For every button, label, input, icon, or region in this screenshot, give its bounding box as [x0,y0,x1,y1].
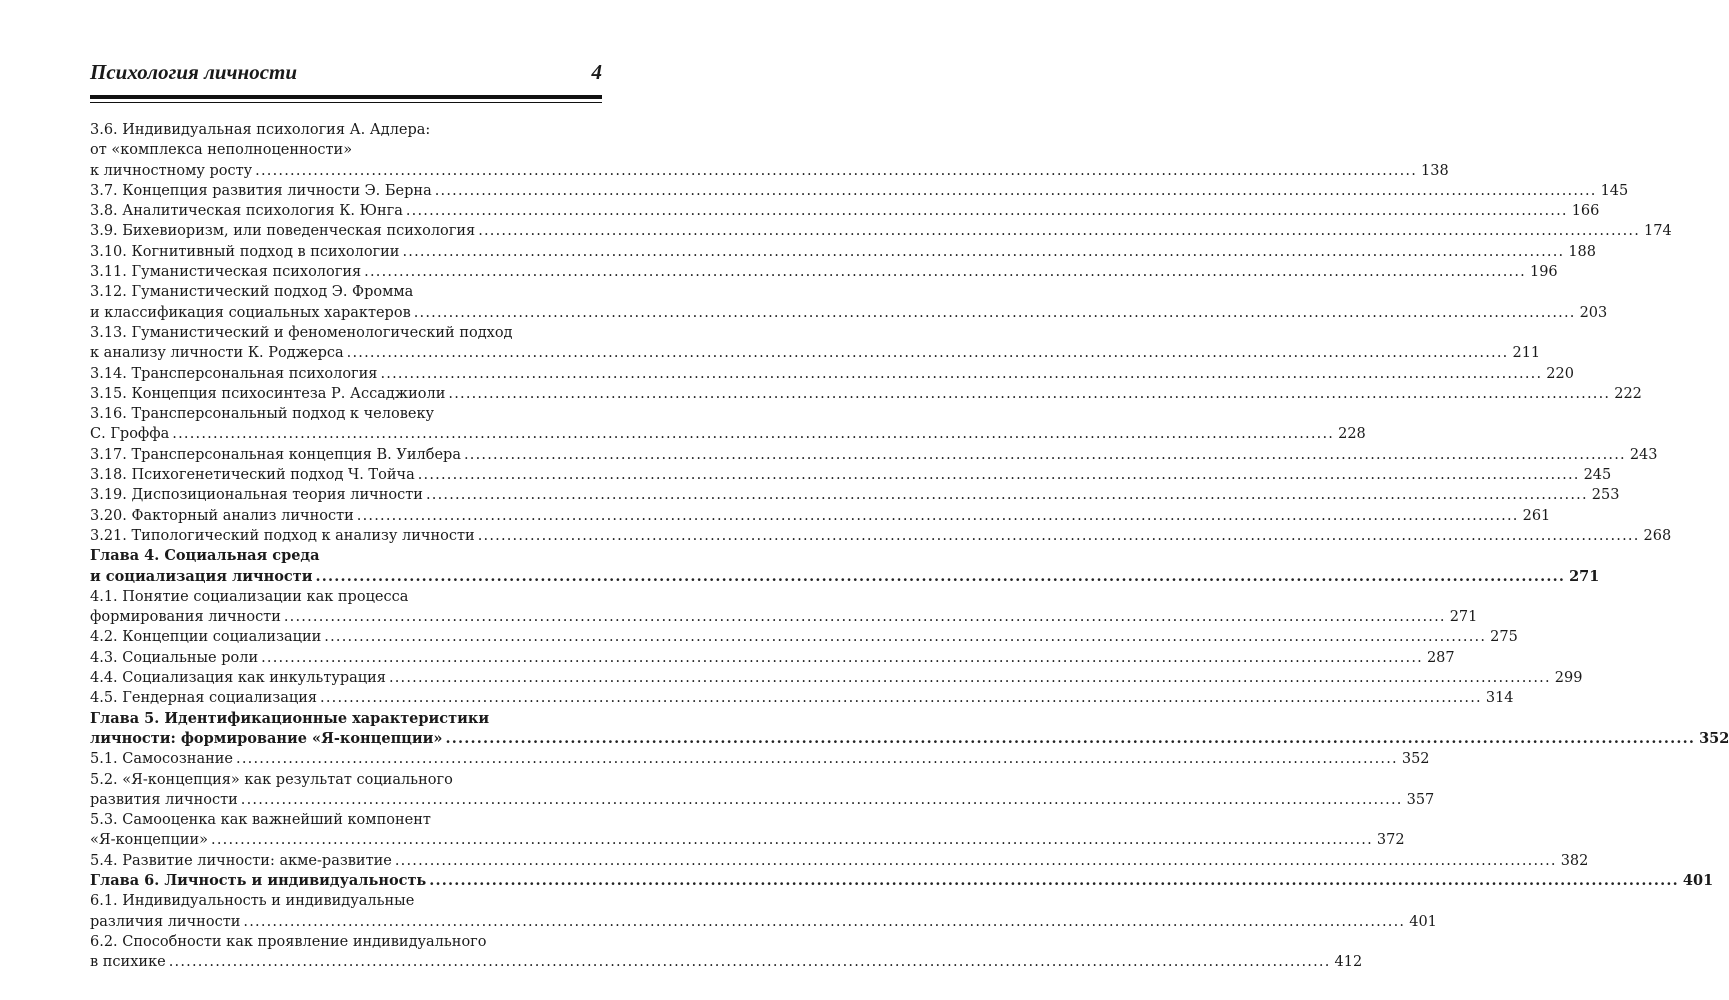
toc-text: «Я-концепции» [90,832,209,849]
toc-text: 3.17. Трансперсональная концепция В. Уилбера [90,446,461,463]
toc-page-number: 352 [1401,751,1430,768]
toc-page-number: 243 [1629,446,1658,463]
leader-dots: ........................................................................................................................................................................................................ [388,670,1551,687]
toc-text: 5.3. Самооценка как важнейший компонент [90,812,431,829]
leader-dots: ........................................................................................................................................................................................................ [477,527,1640,544]
toc-entry-line [90,932,602,952]
leader-dots: ........................................................................................................................................................................................................ [261,649,1423,666]
toc-page-number: 261 [1522,507,1551,524]
toc-text: 3.11. Гуманистическая психология [90,264,362,281]
leader-dots: ........................................................................................................................................................................................................ [478,223,1641,240]
toc-text: С. Гроффа [90,426,170,443]
toc-page-number: 352 [1699,729,1729,747]
leader-dots: ........................................................................................................................................................................................................ [315,567,1566,585]
toc-text: 4.3. Социальные роли [90,649,259,666]
table-of-contents [90,120,1729,972]
leader-dots: ........................................................................................................................................................................................................ [320,690,1482,707]
leader-dots: ........................................................................................................................................................................................................ [445,729,1696,747]
leader-dots: ........................................................................................................................................................................................................ [448,385,1611,402]
leader-dots: ........................................................................................................................................................................................................ [211,832,1373,849]
toc-page-number: 188 [1568,243,1596,260]
leader-dots: ........................................................................................................................................................................................................ [417,467,1580,484]
leader-dots: ........................................................................................................................................................................................................ [463,446,1626,463]
toc-page-number: 253 [1591,487,1620,504]
toc-text: 6.1. Индивидуальность и индивидуальные [90,893,415,910]
book-title: Психология личности [90,60,298,84]
toc-page-number: 166 [1571,203,1600,220]
toc-entry-line [90,627,1518,647]
toc-entry-line [90,465,1612,485]
toc-text: Глава 6. Личность и индивидуальность [90,871,427,889]
leader-dots: ........................................................................................................................................................................................................ [283,609,1446,626]
toc-page-number: 372 [1376,832,1405,849]
toc-entry-line [90,181,1629,201]
toc-text: 5.2. «Я-концепция» как результат социального [90,771,453,788]
toc-text: 5.4. Развитие личности: акме-развитие [90,852,392,869]
toc-page-number: 222 [1614,385,1642,402]
toc-text: 3.20. Факторный анализ личности [90,507,354,524]
toc-page-number: 138 [1421,162,1449,179]
page-number: 4 [591,60,602,84]
leader-dots: ........................................................................................................................................................................................................ [356,507,1519,524]
toc-entry-line [90,526,1672,546]
toc-page-number: 271 [1449,609,1478,626]
toc-entry-line [90,668,1583,688]
toc-text: 3.15. Концепция психосинтеза Р. Ассаджиоли [90,385,446,402]
toc-text: к анализу личности К. Роджерса [90,345,344,362]
toc-text: 3.16. Трансперсональный подход к человеку [90,406,435,423]
header-rule-thin [90,102,602,103]
toc-entry-line [90,120,602,140]
toc-page-number: 271 [1569,567,1600,585]
toc-text: и социализация личности [90,567,313,585]
toc-entry-line [90,404,602,424]
toc-entry-line [90,607,1478,627]
leader-dots: ........................................................................................................................................................................................................ [364,264,1526,281]
leader-dots: ........................................................................................................................................................................................................ [172,426,1335,443]
toc-text: 3.19. Диспозициональная теория личности [90,487,423,504]
toc-page-number: 196 [1529,264,1558,281]
toc-entry-line [90,161,1449,181]
toc-text: различия личности [90,913,241,930]
toc-entry-line [90,221,1672,241]
toc-text: 3.6. Индивидуальная психология А. Адлера: [90,122,431,138]
toc-chapter-line [90,871,1714,891]
toc-entry-line [90,201,1600,221]
toc-text: формирования личности [90,609,281,626]
toc-entry-line [90,242,1596,262]
toc-entry-line [90,445,1658,465]
toc-text: 3.9. Бихевиоризм, или поведенческая психология [90,223,476,240]
toc-text: 3.14. Трансперсональная психология [90,365,378,382]
leader-dots: ........................................................................................................................................................................................................ [380,365,1543,382]
toc-text: 3.7. Концепция развития личности Э. Берна [90,182,432,199]
toc-entry-line [90,262,1558,282]
toc-page-number: 287 [1426,649,1455,666]
toc-page-number: 382 [1560,852,1589,869]
toc-entry-line [90,384,1642,404]
toc-chapter-line [90,729,1729,749]
toc-text: 3.12. Гуманистический подход Э. Фромма [90,284,414,301]
toc-text: 4.4. Социализация как инкультурация [90,670,386,687]
leader-dots: ........................................................................................................................................................................................................ [429,871,1679,889]
toc-text: в психике [90,954,166,971]
leader-dots: ........................................................................................................................................................................................................ [236,751,1398,768]
leader-dots: ........................................................................................................................................................................................................ [434,182,1597,199]
leader-dots: ........................................................................................................................................................................................................ [255,162,1417,179]
toc-entry-line [90,506,1551,526]
toc-text: Глава 5. Идентификационные характеристики [90,709,490,727]
toc-entry-line [90,688,1514,708]
toc-entry-line [90,282,602,302]
toc-chapter-line [90,709,602,729]
toc-entry-line [90,323,602,343]
toc-text: 4.1. Понятие социализации как процесса [90,588,409,605]
toc-entry-line [90,303,1608,323]
toc-chapter-line [90,567,1600,587]
toc-entry-line [90,749,1430,769]
leader-dots: ........................................................................................................................................................................................................ [394,852,1557,869]
toc-entry-line [90,140,602,160]
toc-entry-line [90,648,1455,668]
toc-page-number: 314 [1485,690,1514,707]
toc-text: Глава 4. Социальная среда [90,547,320,565]
toc-text: от «комплекса неполноценности» [90,142,353,159]
toc-entry-line [90,952,1363,972]
toc-entry-line [90,587,602,607]
toc-text: 4.5. Гендерная социализация [90,690,318,707]
toc-text: 4.2. Концепции социализации [90,629,322,646]
leader-dots: ........................................................................................................................................................................................................ [402,243,1565,260]
toc-entry-line [90,343,1541,363]
toc-text: к личностному росту [90,162,253,179]
toc-chapter-line [90,546,602,566]
toc-entry-line [90,485,1620,505]
leader-dots: ........................................................................................................................................................................................................ [324,629,1487,646]
toc-text: 3.8. Аналитическая психология К. Юнга [90,203,403,220]
leader-dots: ........................................................................................................................................................................................................ [413,304,1576,321]
toc-entry-line [90,810,602,830]
toc-entry-line [90,912,1437,932]
toc-text: 3.13. Гуманистический и феноменологический подход [90,324,513,341]
toc-entry-line [90,851,1589,871]
leader-dots: ........................................................................................................................................................................................................ [168,954,1331,971]
toc-entry-line [90,830,1405,850]
toc-entry-line [90,770,602,790]
leader-dots: ........................................................................................................................................................................................................ [240,791,1403,808]
running-header [90,60,602,90]
toc-text: 6.2. Способности как проявление индивидуального [90,933,487,950]
leader-dots: ........................................................................................................................................................................................................ [425,487,1588,504]
leader-dots: ........................................................................................................................................................................................................ [243,913,1406,930]
toc-page-number: 245 [1583,467,1612,484]
toc-page-number: 268 [1643,527,1672,544]
toc-text: 3.21. Типологический подход к анализу личности [90,527,475,544]
toc-page-number: 401 [1682,871,1714,889]
toc-text: 3.10. Когнитивный подход в психологии [90,243,400,260]
toc-entry-line [90,364,1574,384]
toc-text: личности: формирование «Я-концепции» [90,729,443,747]
toc-entry-line [90,424,1366,444]
toc-text: 3.18. Психогенетический подход Ч. Тойча [90,467,415,484]
toc-text: развития личности [90,791,238,808]
toc-page-number: 401 [1409,913,1437,930]
toc-page-number: 220 [1546,365,1574,382]
toc-page-number: 357 [1406,791,1435,808]
toc-page-number: 211 [1512,345,1541,362]
toc-page-number: 275 [1490,629,1518,646]
toc-page-number: 174 [1644,223,1672,240]
header-rule-thick [90,95,602,99]
leader-dots: ........................................................................................................................................................................................................ [346,345,1509,362]
toc-page-number: 145 [1600,182,1629,199]
toc-entry-line [90,790,1435,810]
toc-entry-line [90,891,602,911]
toc-page-number: 299 [1554,670,1583,687]
toc-page-number: 203 [1579,304,1608,321]
toc-text: 5.1. Самосознание [90,751,234,768]
toc-text: и классификация социальных характеров [90,304,411,321]
toc-page-number: 228 [1338,426,1366,443]
toc-page-number: 412 [1334,954,1363,971]
leader-dots: ........................................................................................................................................................................................................ [405,203,1568,220]
